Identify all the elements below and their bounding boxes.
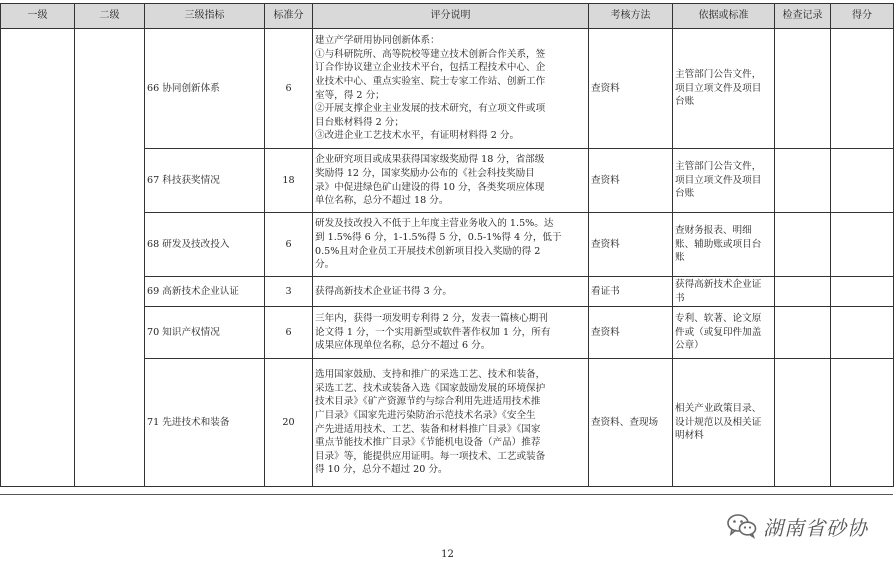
header-level1: 一级 [1,4,75,29]
basis-cell: 主管部门公告文件， 项目立项文件及项目 台账 [673,149,775,213]
watermark [727,511,868,541]
record-cell [775,277,831,307]
method-cell: 查资料 [589,149,673,213]
result-cell [831,213,894,277]
description-cell: 获得高新技术企业证书得 3 分。 [313,277,589,307]
result-cell [831,149,894,213]
score-cell: 6 [265,213,313,277]
header-score: 标准分 [265,4,313,29]
method-cell: 查资料 [589,307,673,359]
record-cell [775,359,831,487]
indicator-cell: 66 协同创新体系 [145,29,265,149]
method-cell: 查资料、查现场 [589,359,673,487]
result-cell [831,359,894,487]
header-result: 得分 [831,4,894,29]
header-level3: 三级指标 [145,4,265,29]
score-cell: 3 [265,277,313,307]
page-divider [0,494,893,495]
record-cell [775,29,831,149]
level1-cell [1,29,75,487]
description-cell: 建立产学研用协同创新体系： ①与科研院所、高等院校等建立技术创新合作关系，签 订合作协议建立企业技术平台，包括工程技术中心、企 业技术中心、重点实验室、院士专家工作站、创新工作 室等，得 2 分； ②开展支撑企业主业发展的技术研究，有立项文件或项 目台账材料得 2 分； ③改进企业工艺技术水平，有证明材料得 2 分。 [313,29,589,149]
header-level2: 二级 [75,4,145,29]
indicator-cell: 70 知识产权情况 [145,307,265,359]
wechat-icon [727,513,757,539]
score-cell: 18 [265,149,313,213]
watermark-text: 湖南省砂协 [763,515,868,540]
basis-cell: 查财务报表、明细 账、辅助账或项目台 账 [673,213,775,277]
basis-cell: 专利、软著、论文原 件或（或复印件加盖 公章） [673,307,775,359]
indicator-cell: 68 研发及技改投入 [145,213,265,277]
basis-cell: 主管部门公告文件， 项目立项文件及项目 台账 [673,29,775,149]
result-cell [831,307,894,359]
table-header-row [1,4,894,29]
header-method: 考核方法 [589,4,673,29]
header-basis: 依据或标准 [673,4,775,29]
evaluation-table [0,3,894,487]
result-cell [831,277,894,307]
description-cell: 企业研究项目或成果获得国家级奖励得 18 分，省部级 奖励得 12 分，国家奖励办公布的《社会科技奖励目 录》中促进绿色矿山建设的得 10 分，各类奖项应体现 单位名称，总分不超过 18 分。 [313,149,589,213]
level2-cell [75,29,145,487]
description-cell: 选用国家鼓励、支持和推广的采选工艺、技术和装备， 采选工艺、技术或装备入选《国家鼓励发展的环境保护 技术目录》《矿产资源节约与综合利用先进适用技术推 广目录》《国家先进污染防治示范技术名录》《安全生 产先进适用技术、工艺、装备和材料推广目录》《国家 重点节能技术推广目录》《节能机电设备（产品）推荐 目录》等，能提供应用证明。每一项技术、工艺或装备 得 10 分，总分不超过 20 分。 [313,359,589,487]
basis-cell: 相关产业政策目录、 设计规范以及相关证 明材料 [673,359,775,487]
page-number: 12 [441,549,454,560]
score-cell: 20 [265,359,313,487]
record-cell [775,213,831,277]
description-cell: 三年内，获得一项发明专利得 2 分，发表一篇核心期刊 论文得 1 分，一个实用新型或软件著作权加 1 分，所有 成果应体现单位名称，总分不超过 6 分。 [313,307,589,359]
indicator-cell: 71 先进技术和装备 [145,359,265,487]
description-cell: 研发及技改投入不低于上年度主营业务收入的 1.5%。达 到 1.5%得 6 分，1-1.5%得 5 分，0.5-1%得 4 分，低于 0.5%且对企业员工开展技术创新项目投入奖励的得 2 分。 [313,213,589,277]
record-cell [775,149,831,213]
indicator-cell: 67 科技获奖情况 [145,149,265,213]
score-cell: 6 [265,29,313,149]
method-cell: 查资料 [589,213,673,277]
result-cell [831,29,894,149]
score-cell: 6 [265,307,313,359]
record-cell [775,307,831,359]
table-row [1,29,894,149]
indicator-cell: 69 高新技术企业认证 [145,277,265,307]
basis-cell: 获得高新技术企业证 书 [673,277,775,307]
header-record: 检查记录 [775,4,831,29]
header-description: 评分说明 [313,4,589,29]
method-cell: 看证书 [589,277,673,307]
method-cell: 查资料 [589,29,673,149]
